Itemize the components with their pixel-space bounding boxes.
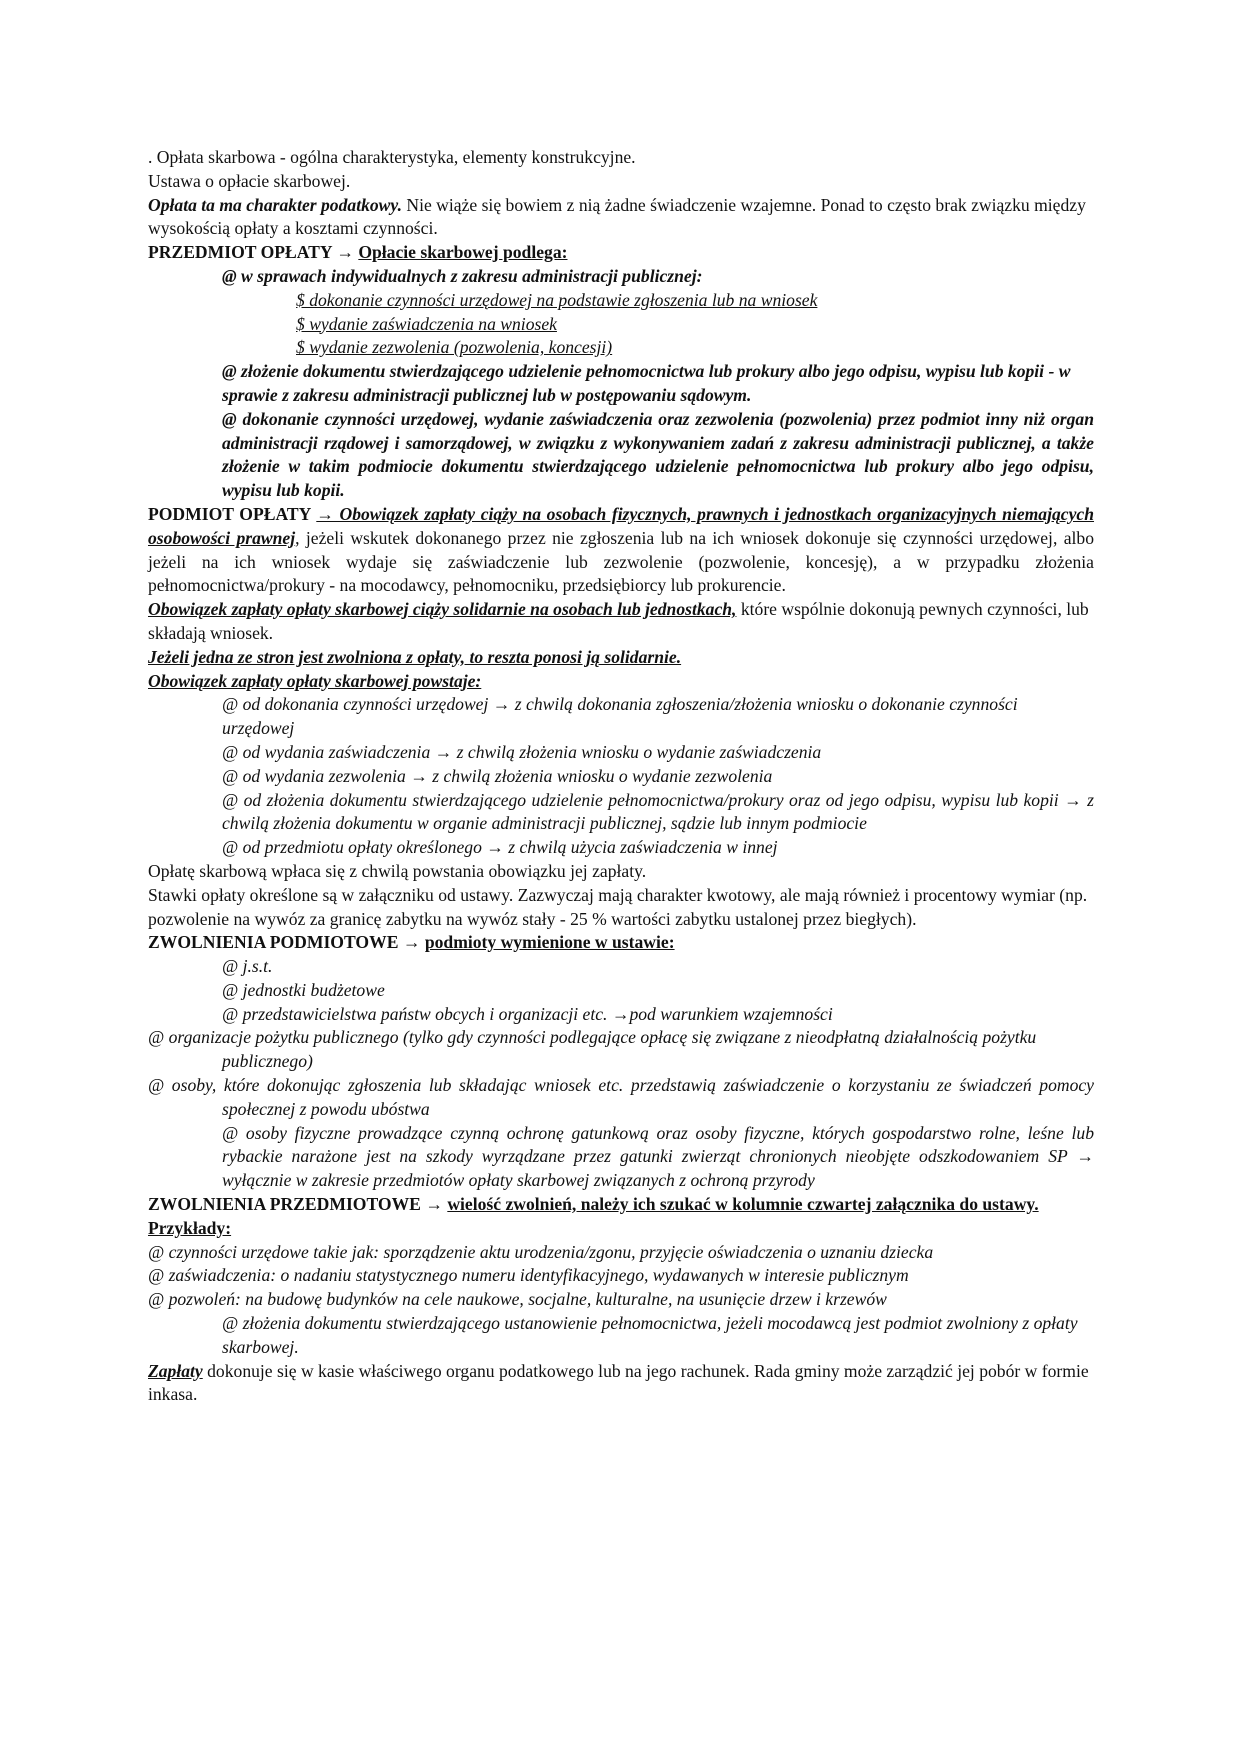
podmiot-arrow: → <box>316 503 340 524</box>
object-exemption-2: @ zaświadczenia: o nadaniu statystycznego numeru identyfikacyjnego, wydawanych w interesie publicznym <box>148 1265 909 1286</box>
payment-lead: Zapłaty <box>148 1360 203 1381</box>
rates-paragraph: Stawki opłaty określone są w załączniku od ustawy. Zazwyczaj mają charakter kwotowy, ale mają również i procentowy wymiar (np. pozwolenie na wywóz za granicę zabytku na wywóz stały - 25 % wartości zabytku ustalonej przez biegłych). <box>148 884 1088 929</box>
object-exemption-3: @ pozwoleń: na budowę budynków na cele naukowe, socjalne, kulturalne, na usunięcie drzew i krzewów <box>148 1289 887 1310</box>
subject-exemptions-label: ZWOLNIENIA PODMIOTOWE → <box>148 932 425 953</box>
subject-exemption-5: @ osoby, które dokonując zgłoszenia lub składając wniosek etc. przedstawią zaświadczenie o korzystaniu ze świadczeń pomocy społecznej z powodu ubóstwa <box>148 1075 1094 1119</box>
object-exemption-4: @ złożenia dokumentu stwierdzającego ustanowienie pełnomocnictwa, jeżeli mocodawcą jest podmiot zwolniony z opłaty skarbowej. <box>222 1313 1078 1357</box>
object-exemptions-label: ZWOLNIENIA PRZEDMIOTOWE → <box>148 1194 448 1215</box>
przedmiot-label: PRZEDMIOT OPŁATY → <box>148 242 359 263</box>
solidarity-underlined: Obowiązek zapłaty opłaty skarbowej ciąży solidarnie na osobach lub jednostkach, <box>148 599 737 620</box>
subject-exemption-3: @ przedstawicielstwa państw obcych i organizacji etc. →pod warunkiem wzajemności <box>222 1003 833 1024</box>
przedmiot-item-3: @ dokonanie czynności urzędowej, wydanie zaświadczenia oraz zezwolenia (pozwolenia) przez podmiot inny niż organ administracji rządowej i samorządowej, w związku z wykonywaniem zadań z zakresu administracji publicznej, a także złożenie w takim podmiocie dokumentu stwierdzającego udzielenie pełnomocnictwa lub prokury albo jego odpisu, wypisu lub kopii. <box>222 408 1094 501</box>
payment-paragraph <box>148 1360 1094 1408</box>
nature-rest: Nie wiąże się bowiem z nią żadne świadczenie wzajemne. Ponad to często brak związku między wysokością opłaty a kosztami czynności. <box>148 194 1086 239</box>
statute-line: Ustawa o opłacie skarbowej. <box>148 170 351 191</box>
subject-exemption-6: @ osoby fizyczne prowadzące czynną ochronę gatunkową oraz osoby fizyczne, których gospodarstwo rolne, leśne lub rybackie narażone jest na szkody wyrządzane przez gatunki zwierząt chronionych nieobjęte odszkodowaniem SP → wyłącznie w zakresie przedmiotów opłaty skarbowej związanych z ochroną przyrody <box>222 1122 1094 1191</box>
przedmiot-subitem-a: $ dokonanie czynności urzędowej na podstawie zgłoszenia lub na wniosek <box>296 289 818 310</box>
object-exemptions-underlined: wielość zwolnień, należy ich szukać w kolumnie czwartej załącznika do ustawy. Przykłady: <box>148 1194 1039 1238</box>
subject-exemption-2: @ jednostki budżetowe <box>222 979 385 1000</box>
object-exemption-1: @ czynności urzędowe takie jak: sporządzenie aktu urodzenia/zgonu, przyjęcie oświadczenia o uznaniu dziecka <box>148 1241 934 1262</box>
przedmiot-subitem-b: $ wydanie zaświadczenia na wniosek <box>296 313 557 334</box>
obligation-item-4: @ od złożenia dokumentu stwierdzającego udzielenie pełnomocnictwa/prokury oraz od jego odpisu, wypisu lub kopii → z chwilą złożenia dokumentu w organie administracji publicznej, sądzie lub innym podmiocie <box>222 789 1094 834</box>
obligation-item-2: @ od wydania zaświadczenia → z chwilą złożenia wniosku o wydanie zaświadczenia <box>222 741 822 762</box>
solidarity-paragraph <box>148 598 1094 646</box>
subject-exemption-4: @ organizacje pożytku publicznego (tylko gdy czynności podlegające opłacę się związane z nieodpłatną działalnością pożytku publicznego) <box>148 1027 1037 1072</box>
podmiot-paragraph <box>148 503 1094 598</box>
przedmiot-item-1: @ w sprawach indywidualnych z zakresu administracji publicznej: <box>222 265 703 286</box>
obligation-arises-heading: Obowiązek zapłaty opłaty skarbowej powstaje: <box>148 670 482 691</box>
payment-rest: dokonuje się w kasie właściwego organu podatkowego lub na jego rachunek. Rada gminy może zarządzić jej pobór w formie inkasa. <box>148 1360 1089 1405</box>
obligation-item-1: @ od dokonania czynności urzędowej → z chwilą dokonania zgłoszenia/złożenia wniosku o dokonanie czynności urzędowej <box>222 694 1018 739</box>
subject-exemptions-heading <box>148 931 1094 955</box>
nature-paragraph <box>148 194 1098 242</box>
object-exemptions-heading <box>148 1193 1094 1241</box>
przedmiot-subitem-c: $ wydanie zezwolenia (pozwolenia, koncesji) <box>296 337 613 358</box>
doc-title: . Opłata skarbowa - ogólna charakterystyka, elementy konstrukcyjne. <box>148 147 636 167</box>
solidarity-rest: które wspólnie dokonują pewnych czynności, lub składają wniosek. <box>148 599 1089 643</box>
payment-timing-line: Opłatę skarbową wpłaca się z chwilą powstania obowiązku jej zapłaty. <box>148 860 647 881</box>
przedmiot-underlined: Opłacie skarbowej podlega: <box>358 242 568 263</box>
przedmiot-heading <box>148 241 1094 265</box>
exemption-solidarity-line: Jeżeli jedna ze stron jest zwolniona z opłaty, to reszta ponosi ją solidarnie. <box>148 646 682 667</box>
subject-exemption-1: @ j.s.t. <box>222 956 273 977</box>
nature-lead: Opłata ta ma charakter podatkowy. <box>148 194 402 215</box>
podmiot-label: PODMIOT OPŁATY <box>148 503 317 524</box>
przedmiot-item-2: @ złożenie dokumentu stwierdzającego udzielenie pełnomocnictwa lub prokury albo jego odpisu, wypisu lub kopii - w sprawie z zakresu administracji publicznej lub w postępowaniu sądowym. <box>222 361 1071 405</box>
podmiot-underlined: Obowiązek zapłaty ciąży na osobach fizycznych, prawnych i jednostkach organizacyjnych niemających osobowości prawnej <box>148 503 1095 548</box>
obligation-item-3: @ od wydania zezwolenia → z chwilą złożenia wniosku o wydanie zezwolenia <box>222 765 773 786</box>
subject-exemptions-underlined: podmioty wymienione w ustawie: <box>424 932 675 953</box>
obligation-item-5: @ od przedmiotu opłaty określonego → z chwilą użycia zaświadczenia w innej <box>222 837 778 858</box>
podmiot-rest: , jeżeli wskutek dokonanego przez nie zgłoszenia lub na ich wniosek dokonuje się czynności urzędowej, albo jeżeli na ich wniosek wydaje się zaświadczenie lub zezwolenie (pozwolenie, koncesję), a w przypadku złożenia pełnomocnictwa/prokury - na mocodawcy, pełnomocniku, przedsiębiorcy lub prokurencie. <box>148 527 1094 596</box>
